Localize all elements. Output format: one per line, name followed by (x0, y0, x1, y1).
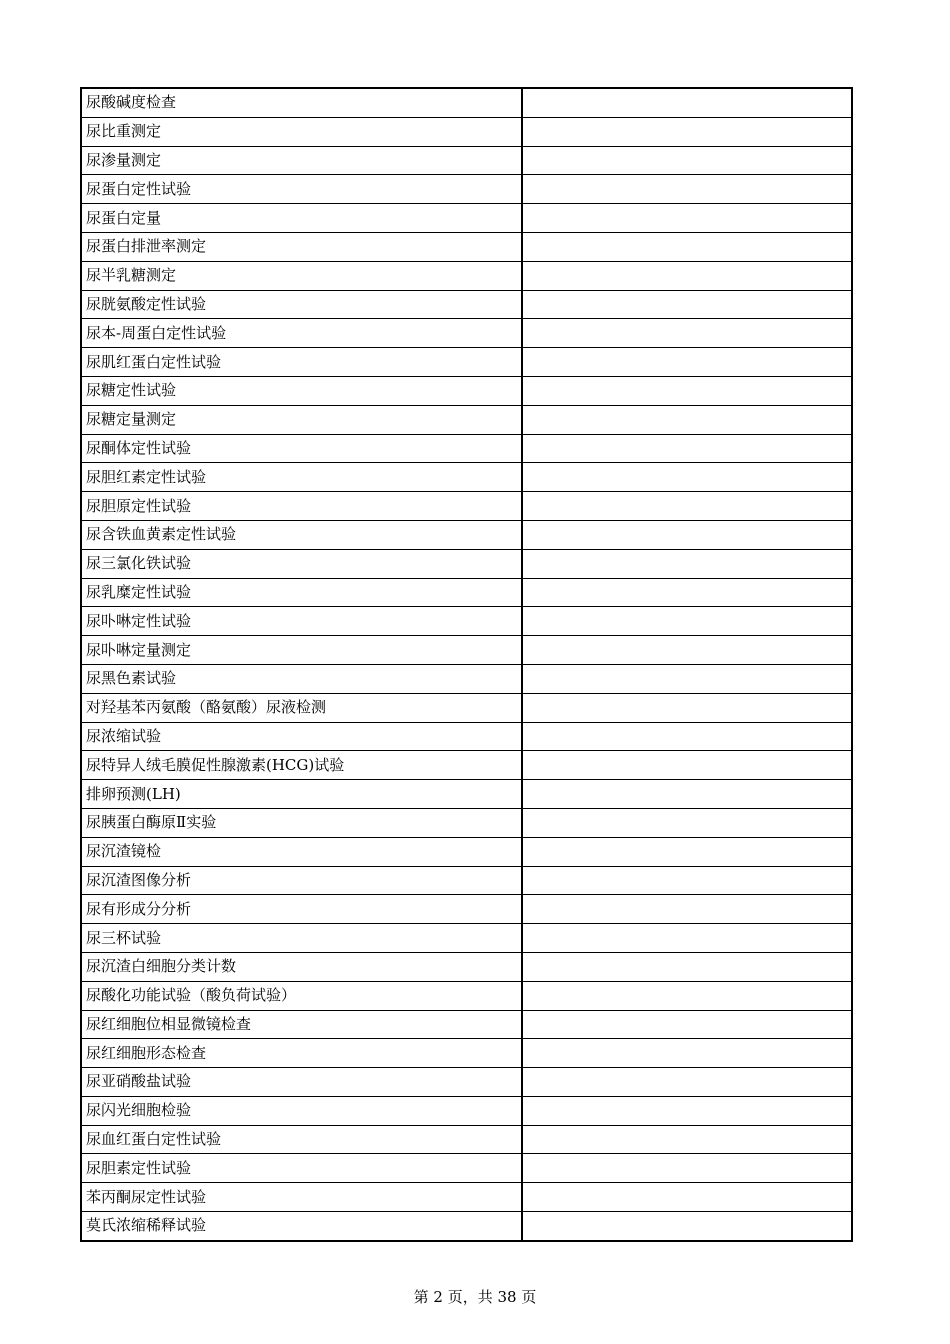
table-row (81, 204, 852, 233)
item-name-cell: 尿蛋白排泄率测定 (81, 232, 522, 261)
item-name-cell: 尿胰蛋白酶原Ⅱ实验 (81, 808, 522, 837)
empty-value-cell (522, 607, 852, 636)
table-row (81, 1068, 852, 1097)
item-name-cell: 尿沉渣图像分析 (81, 866, 522, 895)
empty-value-cell (522, 722, 852, 751)
table-row (81, 117, 852, 146)
empty-value-cell (522, 981, 852, 1010)
empty-value-cell (522, 405, 852, 434)
empty-value-cell (522, 636, 852, 665)
item-name-cell: 尿本-周蛋白定性试验 (81, 319, 522, 348)
empty-value-cell (522, 520, 852, 549)
table-row (81, 88, 852, 117)
table-row (81, 924, 852, 953)
table-row (81, 146, 852, 175)
table-row (81, 1096, 852, 1125)
table-row (81, 549, 852, 578)
item-name-cell: 尿糖定量测定 (81, 405, 522, 434)
item-name-cell: 尿三杯试验 (81, 924, 522, 953)
item-name-cell: 尿蛋白定量 (81, 204, 522, 233)
table-row (81, 376, 852, 405)
table-row (81, 664, 852, 693)
table-row (81, 1039, 852, 1068)
item-name-cell: 尿酸化功能试验（酸负荷试验） (81, 981, 522, 1010)
item-name-cell: 尿比重测定 (81, 117, 522, 146)
item-name-cell: 尿沉渣镜检 (81, 837, 522, 866)
table-row (81, 175, 852, 204)
empty-value-cell (522, 348, 852, 377)
table-row (81, 520, 852, 549)
item-name-cell: 对羟基苯丙氨酸（酪氨酸）尿液检测 (81, 693, 522, 722)
item-name-cell: 尿卟啉定性试验 (81, 607, 522, 636)
empty-value-cell (522, 1183, 852, 1212)
item-table-body (81, 88, 852, 1241)
table-row (81, 319, 852, 348)
table-row (81, 636, 852, 665)
table-row (81, 492, 852, 521)
table-row (81, 1154, 852, 1183)
empty-value-cell (522, 780, 852, 809)
empty-value-cell (522, 290, 852, 319)
empty-value-cell (522, 549, 852, 578)
empty-value-cell (522, 319, 852, 348)
item-name-cell: 尿亚硝酸盐试验 (81, 1068, 522, 1097)
page-number: 第 2 页，共 38 页 (413, 1288, 537, 1306)
empty-value-cell (522, 1039, 852, 1068)
item-name-cell: 尿红细胞位相显微镜检查 (81, 1010, 522, 1039)
item-name-cell: 尿渗量测定 (81, 146, 522, 175)
item-name-cell: 尿红细胞形态检查 (81, 1039, 522, 1068)
item-name-cell: 尿卟啉定量测定 (81, 636, 522, 665)
item-name-cell: 尿乳糜定性试验 (81, 578, 522, 607)
item-name-cell: 尿胆原定性试验 (81, 492, 522, 521)
empty-value-cell (522, 463, 852, 492)
empty-value-cell (522, 1068, 852, 1097)
item-name-cell: 尿酮体定性试验 (81, 434, 522, 463)
table-row (81, 290, 852, 319)
table-row (81, 232, 852, 261)
item-name-cell: 尿酸碱度检查 (81, 88, 522, 117)
empty-value-cell (522, 664, 852, 693)
table-row (81, 866, 852, 895)
item-name-cell: 莫氏浓缩稀释试验 (81, 1212, 522, 1241)
table-row (81, 607, 852, 636)
empty-value-cell (522, 175, 852, 204)
empty-value-cell (522, 376, 852, 405)
item-name-cell: 尿黑色素试验 (81, 664, 522, 693)
empty-value-cell (522, 808, 852, 837)
item-name-cell: 尿糖定性试验 (81, 376, 522, 405)
item-name-cell: 尿闪光细胞检验 (81, 1096, 522, 1125)
table-row (81, 463, 852, 492)
table-row (81, 693, 852, 722)
item-table (80, 87, 853, 1242)
item-name-cell: 尿蛋白定性试验 (81, 175, 522, 204)
table-row (81, 1183, 852, 1212)
table-row (81, 1212, 852, 1241)
item-name-cell: 排卵预测(LH) (81, 780, 522, 809)
item-name-cell: 尿浓缩试验 (81, 722, 522, 751)
table-row (81, 751, 852, 780)
empty-value-cell (522, 1125, 852, 1154)
item-name-cell: 尿肌红蛋白定性试验 (81, 348, 522, 377)
table-row (81, 405, 852, 434)
item-name-cell: 尿含铁血黄素定性试验 (81, 520, 522, 549)
empty-value-cell (522, 204, 852, 233)
table-row (81, 952, 852, 981)
empty-value-cell (522, 232, 852, 261)
empty-value-cell (522, 1096, 852, 1125)
item-name-cell: 尿胆素定性试验 (81, 1154, 522, 1183)
item-name-cell: 尿半乳糖测定 (81, 261, 522, 290)
table-row (81, 808, 852, 837)
table-row (81, 981, 852, 1010)
empty-value-cell (522, 146, 852, 175)
empty-value-cell (522, 261, 852, 290)
table-row (81, 780, 852, 809)
item-name-cell: 尿血红蛋白定性试验 (81, 1125, 522, 1154)
table-row (81, 578, 852, 607)
table-row (81, 434, 852, 463)
item-name-cell: 尿有形成分分析 (81, 895, 522, 924)
empty-value-cell (522, 434, 852, 463)
empty-value-cell (522, 117, 852, 146)
table-row (81, 1125, 852, 1154)
empty-value-cell (522, 952, 852, 981)
empty-value-cell (522, 492, 852, 521)
empty-value-cell (522, 1010, 852, 1039)
empty-value-cell (522, 751, 852, 780)
empty-value-cell (522, 924, 852, 953)
table-row (81, 837, 852, 866)
empty-value-cell (522, 578, 852, 607)
table-row (81, 722, 852, 751)
item-name-cell: 尿特异人绒毛膜促性腺激素(HCG)试验 (81, 751, 522, 780)
empty-value-cell (522, 1154, 852, 1183)
table-row (81, 348, 852, 377)
empty-value-cell (522, 837, 852, 866)
empty-value-cell (522, 88, 852, 117)
empty-value-cell (522, 1212, 852, 1241)
item-name-cell: 尿三氯化铁试验 (81, 549, 522, 578)
empty-value-cell (522, 895, 852, 924)
table-row (81, 261, 852, 290)
item-name-cell: 尿沉渣白细胞分类计数 (81, 952, 522, 981)
empty-value-cell (522, 693, 852, 722)
item-name-cell: 尿胆红素定性试验 (81, 463, 522, 492)
empty-value-cell (522, 866, 852, 895)
item-name-cell: 苯丙酮尿定性试验 (81, 1183, 522, 1212)
table-row (81, 1010, 852, 1039)
table-row (81, 895, 852, 924)
item-name-cell: 尿胱氨酸定性试验 (81, 290, 522, 319)
